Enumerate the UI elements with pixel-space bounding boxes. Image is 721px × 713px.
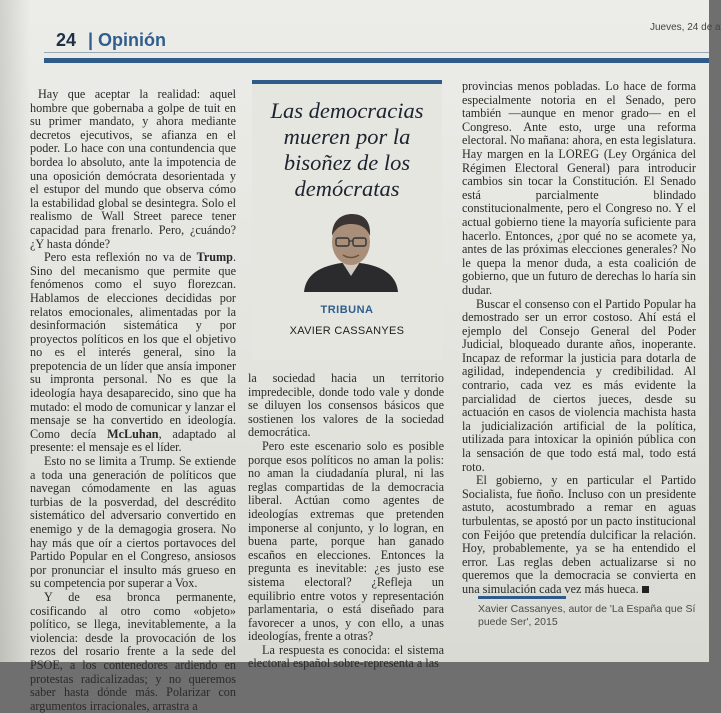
section-name: | Opinión <box>88 30 167 50</box>
paragraph <box>30 251 236 455</box>
name-highlight: Trump <box>196 250 233 265</box>
text-run: , adaptado al presente: el mensaje es el líder. <box>30 426 236 455</box>
tribuna-label: TRIBUNA <box>320 304 374 316</box>
paragraph: Hay que aceptar la realidad: aquel hombre que gobernaba a golpe de tuit en su primer mandato, y ahora mediante decretos ejecutivos, se afianza en el poder. Lo hace con una contundencia que bordea lo absoluto, ante la impotencia de una oposición demócrata desorientada y el estupor del mundo que observa cómo la estabilidad global se desintegra. Solo el realismo de Wall Street parece tener capacidad para frenarlo. Pero, ¿cuándo? ¿Y hasta dónde? <box>30 87 236 251</box>
paragraph: Buscar el consenso con el Partido Popular ha demostrado ser un error costoso. Ahí está el ejemplo del Consejo General del Poder Judicial, bloqueado durante años, inoperante. Incapaz de reformar la justicia para dotarla de agilidad, independencia y credibilidad. Al contrario, cada vez es más evidente la parcialidad de ciertos jueces, desde su actuación en casos de violencia machista hasta la judicialización artificial de la política, utilizada para intoxicar la opinión pública con la sensación de que todo está mal, todo está roto. <box>462 296 696 474</box>
article-column-3 <box>462 80 696 597</box>
text-run: El gobierno, y en particular el Partido Socialista, fue ñoño. Incluso con un presidente astuto, acostumbrado a remar en aguas turbulentas, se apostó por un pacto institucional con Feijóo que pretendía dulcificar la relación. Hoy, probablemente, ya se ha entendido el error. Las reglas deben actualizarse si no queremos que la democracia se convierta en una simulación cada vez más hueca. <box>462 473 696 596</box>
headline-box-rule <box>252 80 442 84</box>
dateline: Jueves, 24 de a <box>650 22 721 33</box>
square-end-mark-icon <box>642 586 649 593</box>
paragraph: La respuesta es conocida: el sistema electoral español sobre-representa a las <box>248 642 444 671</box>
text-run: . Sino del mecanismo que permite que fenómenos como el suyo florezcan. Hablamos de elecciones decididas por relatos emocionales, alimentadas por la desinformación sistemática y por proyectos políticos en los que el objetivo no es el interés general, sino la prepotencia de un líder que ansía imponer su impronta personal. No es que la ideología haya desaparecido, sino que ha mutado: el modo de comunicar y lanzar el mensaje se ha convertido en ideología. Como decía <box>30 250 236 441</box>
paragraph: Pero este escenario solo es posible porque esos políticos no aman la polis: no aman la ciudadanía plural, ni las reglas compartidas de la democracia liberal. Actúan como agentes de ideologías extremas que pretenden imponerse al conjunto, y lo logran, en buena parte, porque han ganado escaños en elecciones. Entonces la pregunta es inevitable: ¿es justo ese sistema electoral? ¿Refleja un equilibrio entre votos y representación parlamentaria, o está diseñado para favorecer a unos, y con ello, a unas ideologías, frente a otras? <box>248 438 444 644</box>
author-byline: XAVIER CASSANYES <box>289 325 405 337</box>
author-photo <box>296 206 406 292</box>
text-run: Pero esta reflexión no va de <box>44 250 197 265</box>
page-number: 24 <box>56 30 77 50</box>
headline: Las democracias mueren por la bisoñez de los demócratas <box>270 98 424 201</box>
paragraph <box>462 474 696 596</box>
paragraph: la sociedad hacia un territorio impredecible, donde todo vale y donde se diluyen los consensos básicos que sostienen los valores de la sociedad democrática. <box>248 371 444 440</box>
article-column-1 <box>30 88 236 713</box>
paragraph: Esto no se limita a Trump. Se extiende a toda una generación de políticos que navegan cómodamente en las aguas turbias de la posverdad, del descrédito sistemático del adversario convertido en enemigo y de la demagogia grosera. No hay más que oír a ciertos portavoces del Partido Popular en el Congreso, ansiosos por pronunciar el insulto más grueso en su competencia por superar a Vox. <box>30 454 236 591</box>
header-thin-rule <box>44 52 709 53</box>
page-shadow <box>0 0 30 662</box>
author-bio: Xavier Cassanyes, autor de 'La España que Sí puede Ser', 2015 <box>478 603 696 628</box>
paragraph: provincias menos pobladas. Lo hace de forma especialmente notoria en el Senado, pero también —aunque en menor grado— en el Congreso. Ante esto, urge una reforma electoral. No mañana: ahora, en esta legislatura. Hay margen en la LOREG (Ley Orgánica del Régimen Electoral General) para introducir cambios sin tocar la Constitución. El Senado está parcialmente blindado constitucionalmente, pero el Congreso no. Y el actual gobierno tiene la mayoría suficiente para hacerlo. Entonces, ¿por qué no se acomete ya, antes de las próximas elecciones generales? No le quepa la menor duda, a esta coalición de gobierno, que un futuro de derechas lo haría sin dudar. <box>462 79 696 297</box>
name-highlight: McLuhan <box>107 426 159 441</box>
paragraph: Y de esa bronca permanente, cosificando al otro como «objeto» político, se llega, inevitablemente, a la violencia: desde la provocación de los rezos del rosario frente a la sede del PSOE, a los contenedores ardiendo en protestas radicalizadas; y no queremos saber hasta dónde más. Polarizar con argumentos irracionales, arrastra a <box>30 589 236 713</box>
bio-rule <box>478 596 566 599</box>
header-rule <box>44 58 709 63</box>
article-column-2 <box>248 372 444 671</box>
